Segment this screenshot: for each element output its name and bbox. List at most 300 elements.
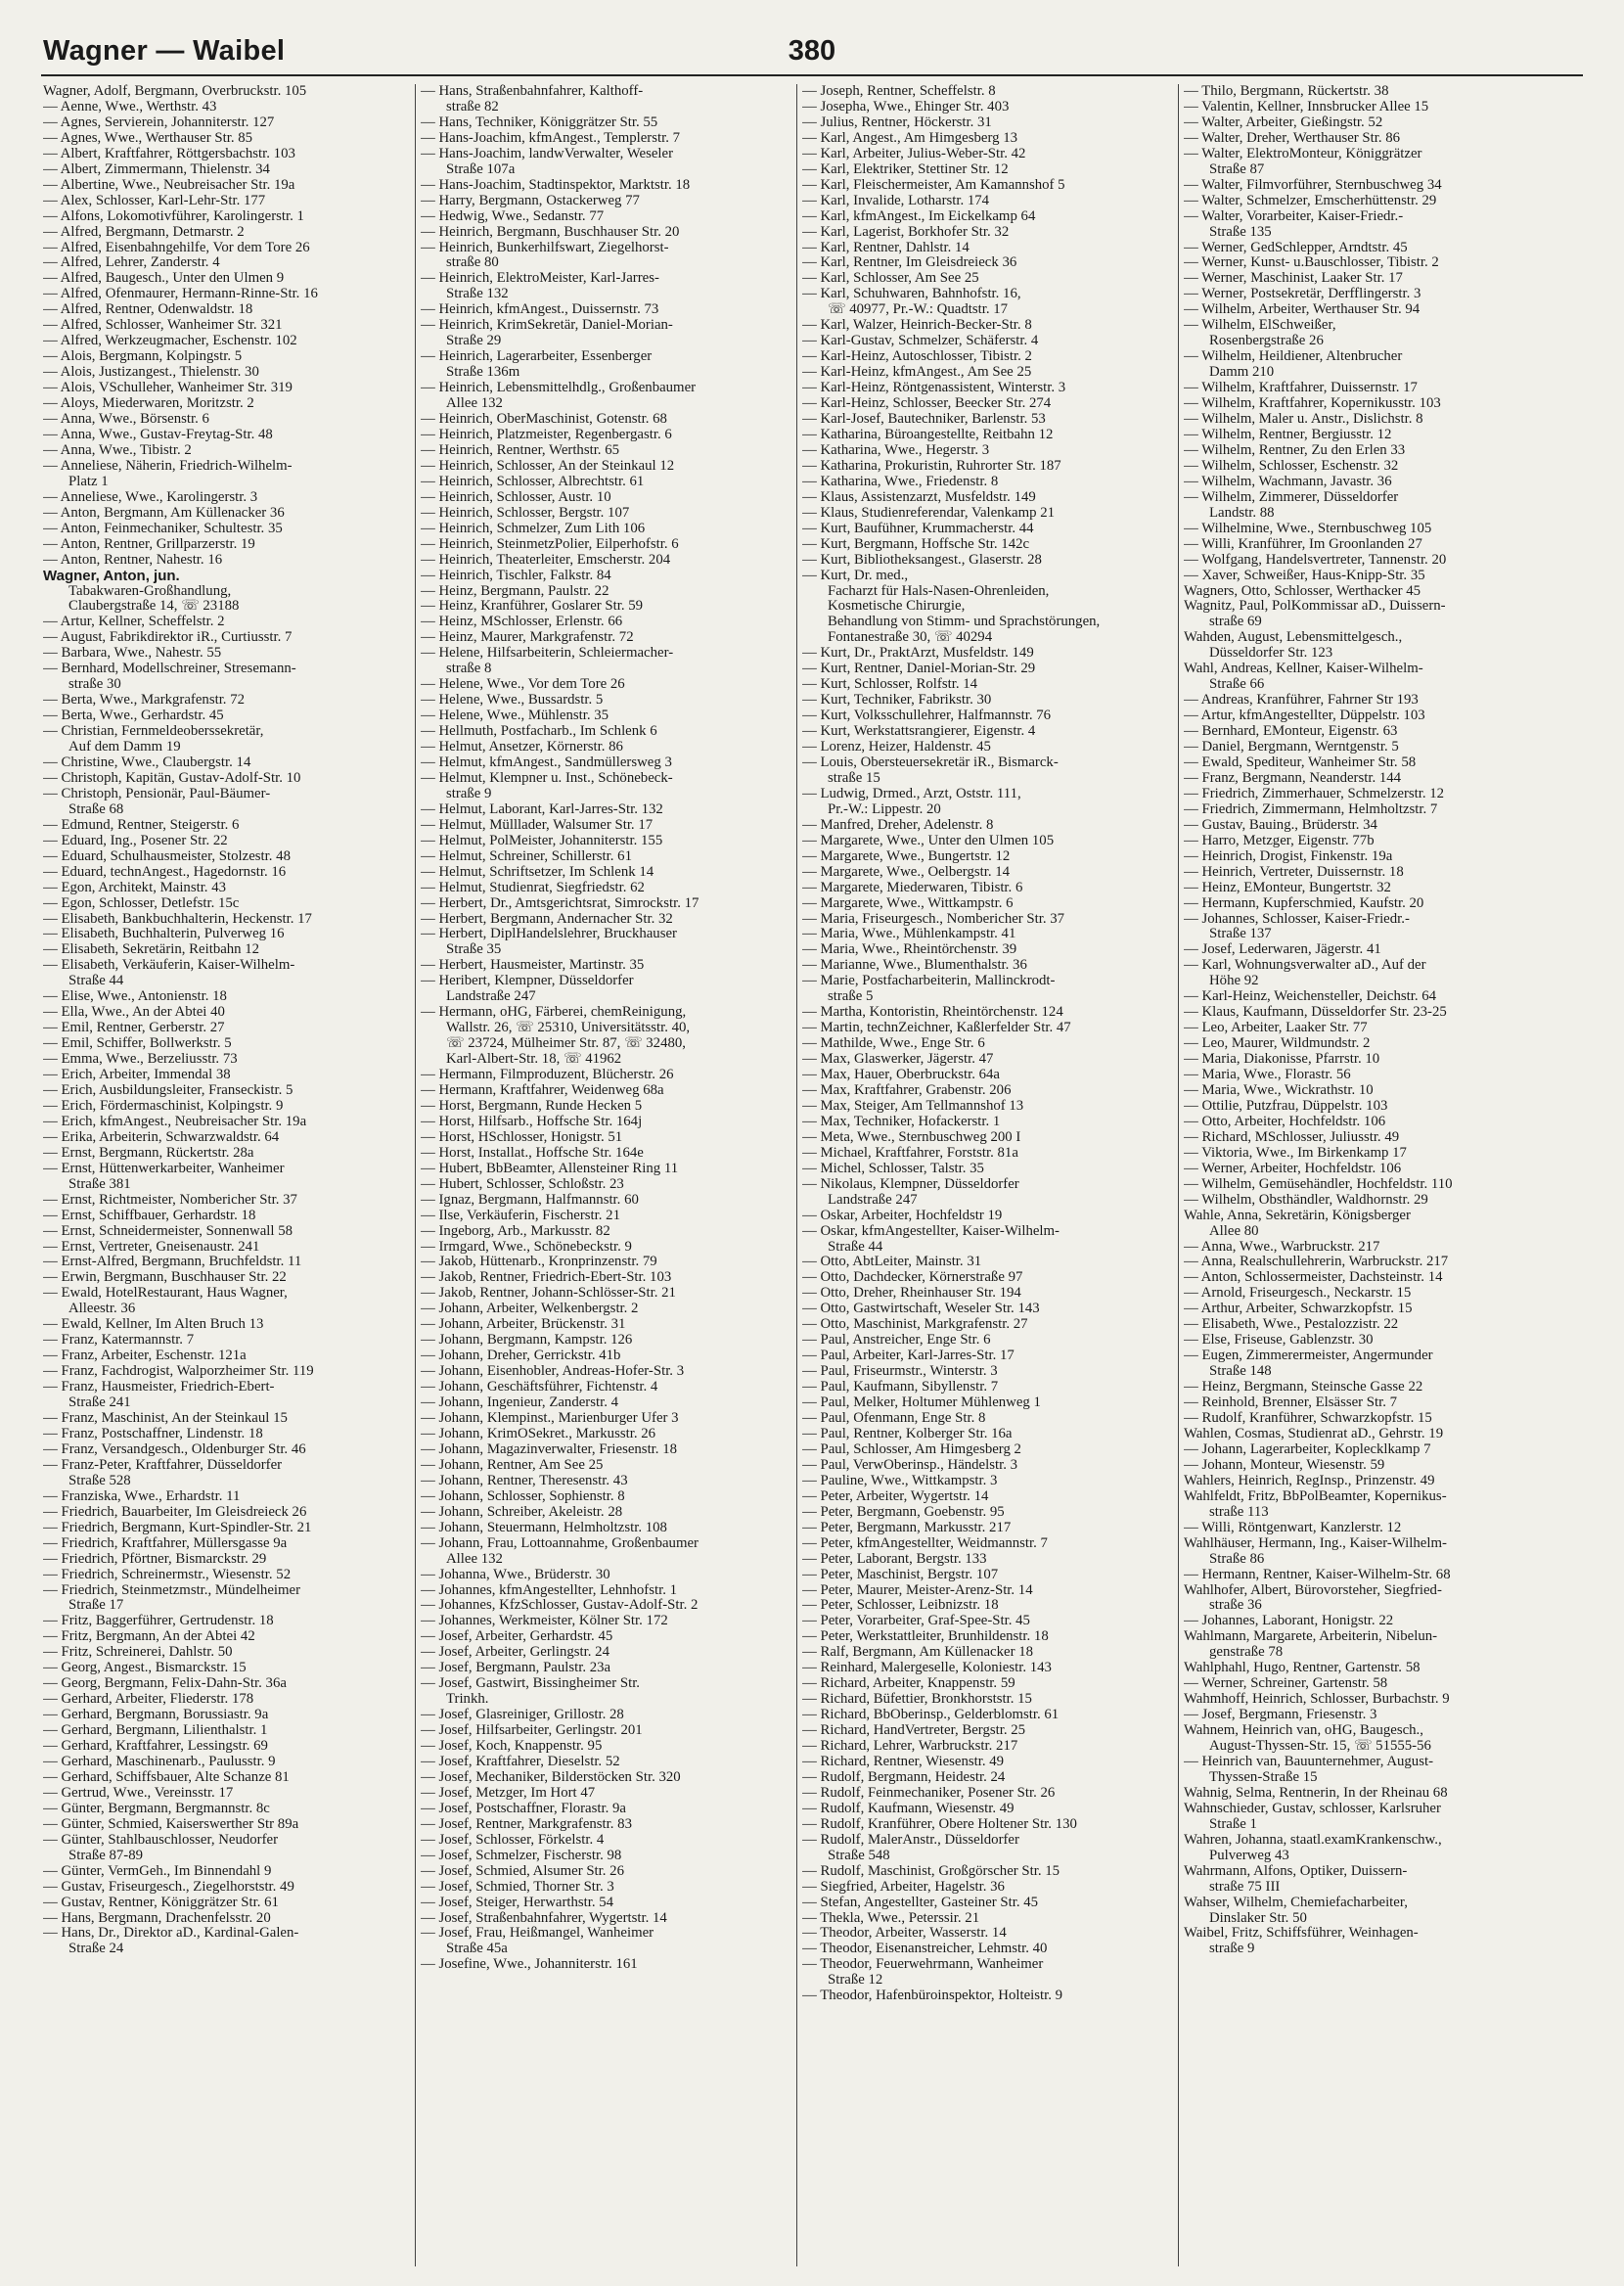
- directory-entry: — Kurt, Dr., PraktArzt, Musfeldstr. 149: [802, 646, 1034, 662]
- directory-entry: — Alois, Justizangest., Thielenstr. 30: [43, 365, 259, 381]
- directory-entry: — Alfred, Schlosser, Wanheimer Str. 321: [43, 318, 283, 334]
- directory-entry: Wagnitz, Paul, PolKommissar aD., Duissern-: [1184, 599, 1446, 615]
- directory-entry: — Heinrich, Drogist, Finkenstr. 19a: [1184, 848, 1393, 864]
- directory-entry: — Alfred, Eisenbahngehilfe, Vor dem Tore 26: [43, 240, 310, 255]
- directory-entry: — Hermann, Kupferschmied, Kaufstr. 20: [1184, 895, 1424, 911]
- directory-entry: — Michael, Kraftfahrer, Forststr. 81a: [802, 1145, 1018, 1161]
- directory-entry: — Alfred, Bergmann, Detmarstr. 2: [43, 224, 245, 240]
- directory-entry: — Harro, Metzger, Eigenstr. 77b: [1184, 833, 1375, 848]
- directory-entry: — Heinz, EMonteur, Bungertstr. 32: [1184, 880, 1391, 895]
- directory-entry: — Julius, Rentner, Höckerstr. 31: [802, 114, 992, 130]
- directory-entry: — Albertine, Wwe., Neubreisacher Str. 19a: [43, 177, 295, 193]
- directory-entry: — Karl-Josef, Bautechniker, Barlenstr. 53: [802, 412, 1046, 428]
- directory-entry: — Johannes, KfzSchlosser, Gustav-Adolf-Str. 2: [421, 1598, 699, 1614]
- directory-entry: — Josef, Schlosser, Förkelstr. 4: [421, 1832, 605, 1848]
- directory-entry: — Christian, Fernmeldeoberssekretär,: [43, 724, 264, 740]
- directory-entry: — Max, Glaswerker, Jägerstr. 47: [802, 1052, 994, 1068]
- directory-entry: — Josef, Schmied, Thorner Str. 3: [421, 1879, 614, 1895]
- directory-entry-continuation: Landstr. 88: [1209, 505, 1275, 521]
- directory-entry-continuation: Straße 548: [828, 1848, 890, 1863]
- directory-entry: — Heinz, Bergmann, Paulstr. 22: [421, 583, 609, 599]
- directory-entry: — Karl, Wohnungsverwalter aD., Auf der: [1184, 958, 1426, 974]
- directory-entry: — Karl-Gustav, Schmelzer, Schäferstr. 4: [802, 334, 1039, 349]
- directory-entry: — Aloys, Miederwaren, Moritzstr. 2: [43, 396, 254, 412]
- directory-entry: — Karl-Heinz, Autoschlosser, Tibistr. 2: [802, 349, 1032, 365]
- directory-entry: — Alfred, Rentner, Odenwaldstr. 18: [43, 302, 253, 318]
- directory-entry: — Friedrich, Zimmermann, Helmholtzstr. 7: [1184, 801, 1438, 817]
- directory-entry: — Richard, Lehrer, Warbruckstr. 217: [802, 1739, 1018, 1755]
- directory-entry-continuation: Landstraße 247: [828, 1192, 918, 1208]
- directory-entry: Wahden, August, Lebensmittelgesch.,: [1184, 630, 1403, 646]
- directory-entry: — Alfred, Werkzeugmacher, Eschenstr. 102: [43, 334, 297, 349]
- directory-entry: — Joseph, Rentner, Scheffelstr. 8: [802, 84, 996, 99]
- directory-entry: — Stefan, Angestellter, Gasteiner Str. 45: [802, 1895, 1039, 1910]
- directory-entry: — Josef, Lederwaren, Jägerstr. 41: [1184, 942, 1381, 958]
- directory-entry: — Franz, Hausmeister, Friedrich-Ebert-: [43, 1380, 275, 1395]
- directory-columns: [43, 84, 1579, 2266]
- directory-entry-continuation: Düsseldorfer Str. 123: [1209, 646, 1333, 662]
- directory-entry: — Nikolaus, Klempner, Düsseldorfer: [802, 1176, 1019, 1192]
- directory-entry-continuation: straße 30: [68, 677, 121, 693]
- directory-entry: — Josef, Metzger, Im Hort 47: [421, 1785, 596, 1801]
- directory-entry: — August, Fabrikdirektor iR., Curtiusstr. 7: [43, 630, 293, 646]
- directory-entry: — Johann, Rentner, Am See 25: [421, 1457, 604, 1473]
- directory-entry: — Josef, Hilfsarbeiter, Gerlingstr. 201: [421, 1723, 643, 1739]
- directory-entry: — Heinrich, Lebensmittelhdlg., Großenbaumer: [421, 381, 697, 396]
- directory-entry-continuation: Straße 12: [828, 1973, 883, 1989]
- directory-entry: — Otto, Maschinist, Markgrafenstr. 27: [802, 1317, 1028, 1333]
- directory-entry: — Maria, Wwe., Rheintörchenstr. 39: [802, 942, 1017, 958]
- directory-entry: — Hans-Joachim, landwVerwalter, Weseler: [421, 146, 674, 161]
- directory-entry: — Wilhelm, ElSchweißer,: [1184, 318, 1336, 334]
- directory-entry: — Karl-Heinz, Röntgenassistent, Winterstr. 3: [802, 381, 1066, 396]
- directory-entry: — Gerhard, Maschinenarb., Paulusstr. 9: [43, 1754, 276, 1769]
- directory-entry: — Oskar, Arbeiter, Hochfeldstr 19: [802, 1208, 1003, 1223]
- directory-entry-continuation: Facharzt für Hals-Nasen-Ohrenleiden,: [828, 583, 1050, 599]
- directory-entry: — Josef, Steiger, Herwarthstr. 54: [421, 1895, 614, 1910]
- directory-entry: — Wilhelm, Arbeiter, Werthauser Str. 94: [1184, 302, 1421, 318]
- directory-entry-continuation: Pulverweg 43: [1209, 1848, 1289, 1863]
- directory-entry: — Anton, Feinmechaniker, Schultestr. 35: [43, 521, 283, 536]
- directory-entry: Wagners, Otto, Schlosser, Werthacker 45: [1184, 583, 1421, 599]
- directory-entry-continuation: Straße 24: [68, 1942, 124, 1957]
- directory-entry: — Erich, Ausbildungsleiter, Franseckistr. 5: [43, 1083, 293, 1098]
- directory-entry: — Anton, Schlossermeister, Dachsteinstr. 14: [1184, 1270, 1443, 1286]
- directory-entry: — Franz, Postschaffner, Lindenstr. 18: [43, 1426, 263, 1441]
- directory-entry: — Johann, Lagerarbeiter, Koplecklkamp 7: [1184, 1441, 1431, 1457]
- directory-entry-continuation: Straße 35: [446, 942, 502, 958]
- directory-entry: — Josef, Schmelzer, Fischerstr. 98: [421, 1848, 622, 1863]
- directory-entry-continuation: Allee 132: [446, 396, 503, 412]
- directory-entry-continuation: Allee 132: [446, 1551, 503, 1567]
- directory-entry: — Heinrich, Platzmeister, Regenbergastr. 6: [421, 427, 672, 442]
- directory-entry-continuation: Straße 68: [68, 801, 124, 817]
- directory-entry: — Eduard, Ing., Posener Str. 22: [43, 833, 228, 848]
- directory-entry: — Elisabeth, Verkäuferin, Kaiser-Wilhelm-: [43, 958, 295, 974]
- directory-entry: — Walter, Filmvorführer, Sternbuschweg 34: [1184, 177, 1442, 193]
- directory-entry: — Kurt, Rentner, Daniel-Morian-Str. 29: [802, 662, 1036, 677]
- directory-entry: Wahser, Wilhelm, Chemiefacharbeiter,: [1184, 1895, 1408, 1910]
- directory-entry: — Helmut, Schriftsetzer, Im Schlenk 14: [421, 864, 654, 880]
- directory-entry: — Werner, Maschinist, Laaker Str. 17: [1184, 271, 1403, 287]
- directory-entry: — Eduard, technAngest., Hagedornstr. 16: [43, 864, 287, 880]
- directory-entry: — Johann, KrimOSekret., Markusstr. 26: [421, 1426, 656, 1441]
- directory-entry: — Heinrich, OberMaschinist, Gotenstr. 68: [421, 412, 667, 428]
- directory-entry: — Franz, Fachdrogist, Walporzheimer Str. 119: [43, 1364, 314, 1380]
- directory-entry: — Erich, Arbeiter, Immendal 38: [43, 1068, 231, 1083]
- directory-entry: — Richard, Büfettier, Bronkhorststr. 15: [802, 1692, 1032, 1708]
- directory-entry: — Agnes, Servierein, Johanniterstr. 127: [43, 114, 275, 130]
- directory-entry: — Richard, Arbeiter, Knappenstr. 59: [802, 1676, 1015, 1692]
- directory-entry-continuation: Straße 66: [1209, 677, 1265, 693]
- directory-entry: — Alfred, Lehrer, Zanderstr. 4: [43, 255, 220, 271]
- directory-entry: — Katharina, Wwe., Hegerstr. 3: [802, 442, 990, 458]
- directory-entry-continuation: ☏ 40977, Pr.-W.: Quadtstr. 17: [828, 302, 1009, 318]
- directory-entry: — Rudolf, Bergmann, Heidestr. 24: [802, 1769, 1006, 1785]
- directory-entry: — Wilhelm, Schlosser, Eschenstr. 32: [1184, 458, 1399, 474]
- directory-entry: — Helene, Hilfsarbeiterin, Schleiermacher-: [421, 646, 674, 662]
- directory-entry: — Heinrich, Schmelzer, Zum Lith 106: [421, 521, 646, 536]
- directory-entry: Wahmhoff, Heinrich, Schlosser, Burbachstr. 9: [1184, 1692, 1450, 1708]
- directory-entry: — Eugen, Zimmerermeister, Angermunder: [1184, 1349, 1433, 1364]
- directory-entry: — Marie, Postfacharbeiterin, Mallinckrodt-: [802, 974, 1056, 989]
- directory-entry: — Peter, Schlosser, Leibnizstr. 18: [802, 1598, 999, 1614]
- directory-entry: — Otto, Dreher, Rheinhauser Str. 194: [802, 1286, 1021, 1302]
- directory-entry: — Klaus, Assistenzarzt, Musfeldstr. 149: [802, 489, 1036, 505]
- directory-entry: — Hubert, Schlosser, Schloßstr. 23: [421, 1176, 624, 1192]
- directory-entry: — Theodor, Eisenanstreicher, Lehmstr. 40: [802, 1942, 1048, 1957]
- directory-entry: — Ewald, HotelRestaurant, Haus Wagner,: [43, 1286, 288, 1302]
- directory-entry: — Margarete, Wwe., Bungertstr. 12: [802, 848, 1011, 864]
- directory-entry: — Gustav, Rentner, Königgrätzer Str. 61: [43, 1895, 279, 1910]
- directory-entry-continuation: straße 36: [1209, 1598, 1262, 1614]
- directory-entry: — Johannes, kfmAngestellter, Lehnhofstr. 1: [421, 1582, 678, 1598]
- directory-entry: — Peter, Maschinist, Bergstr. 107: [802, 1567, 999, 1582]
- directory-entry: — Helmut, PolMeister, Johanniterstr. 155: [421, 833, 663, 848]
- directory-entry: — Ernst, Schneidermeister, Sonnenwall 58: [43, 1223, 293, 1239]
- directory-entry: — Helmut, Studienrat, Siegfriedstr. 62: [421, 880, 645, 895]
- directory-entry-continuation: Landstraße 247: [446, 989, 536, 1005]
- directory-entry: — Gerhard, Kraftfahrer, Lessingstr. 69: [43, 1739, 268, 1755]
- directory-entry: — Richard, Rentner, Wiesenstr. 49: [802, 1754, 1005, 1769]
- directory-entry: — Walter, Dreher, Werthauser Str. 86: [1184, 130, 1401, 146]
- directory-entry-continuation: Straße 1: [1209, 1816, 1257, 1832]
- directory-entry: Wahlhofer, Albert, Bürovorsteher, Siegfried-: [1184, 1582, 1442, 1598]
- directory-entry: — Arthur, Arbeiter, Schwarzkopfstr. 15: [1184, 1302, 1413, 1317]
- directory-entry: — Oskar, kfmAngestellter, Kaiser-Wilhelm-: [802, 1223, 1060, 1239]
- directory-entry: — Anna, Wwe., Börsenstr. 6: [43, 412, 209, 428]
- directory-entry: — Josef, Frau, Heißmangel, Wanheimer: [421, 1926, 654, 1942]
- directory-entry: — Josef, Schmied, Alsumer Str. 26: [421, 1863, 624, 1879]
- directory-entry-continuation: Kosmetische Chirurgie,: [828, 599, 966, 615]
- directory-entry-continuation: Straße 107a: [446, 161, 516, 177]
- directory-entry: — Herbert, Dr., Amtsgerichtsrat, Simrockstr. 17: [421, 895, 699, 911]
- directory-entry-continuation: straße 5: [828, 989, 874, 1005]
- directory-entry: — Alois, Bergmann, Kolpingstr. 5: [43, 349, 243, 365]
- directory-entry: — Thilo, Bergmann, Rückertstr. 38: [1184, 84, 1389, 99]
- directory-entry: — Johanna, Wwe., Brüderstr. 30: [421, 1567, 610, 1582]
- directory-entry: — Walter, Vorarbeiter, Kaiser-Friedr.-: [1184, 208, 1404, 224]
- directory-entry: — Günter, Schmied, Kaiserswerther Str 89a: [43, 1816, 299, 1832]
- directory-entry: Wahlfeldt, Fritz, BbPolBeamter, Kopernikus-: [1184, 1488, 1447, 1504]
- directory-entry: — Johann, Schlosser, Sophienstr. 8: [421, 1488, 625, 1504]
- directory-entry-continuation: Straße 86: [1209, 1551, 1265, 1567]
- column-divider: [1178, 84, 1179, 2266]
- directory-entry: — Friedrich, Bergmann, Kurt-Spindler-Str. 21: [43, 1520, 312, 1535]
- directory-entry: — Anton, Rentner, Grillparzerstr. 19: [43, 536, 255, 552]
- directory-entry: — Johann, Arbeiter, Brückenstr. 31: [421, 1317, 626, 1333]
- directory-entry: — Max, Hauer, Oberbruckstr. 64a: [802, 1068, 1000, 1083]
- directory-entry: — Arnold, Friseurgesch., Neckarstr. 15: [1184, 1286, 1412, 1302]
- directory-entry: Wagner, Adolf, Bergmann, Overbruckstr. 105: [43, 84, 307, 99]
- directory-entry: — Peter, Laborant, Bergstr. 133: [802, 1551, 987, 1567]
- directory-entry: — Maria, Wwe., Florastr. 56: [1184, 1068, 1351, 1083]
- directory-entry: — Josef, Bergmann, Friesenstr. 3: [1184, 1708, 1377, 1723]
- directory-entry: — Johannes, Laborant, Honigstr. 22: [1184, 1614, 1394, 1629]
- directory-entry: — Günter, VermGeh., Im Binnendahl 9: [43, 1863, 272, 1879]
- directory-entry: — Günter, Bergmann, Bergmannstr. 8c: [43, 1801, 270, 1816]
- directory-entry: — Otto, Dachdecker, Körnerstraße 97: [802, 1270, 1023, 1286]
- directory-entry: — Johann, Schreiber, Akeleistr. 28: [421, 1504, 623, 1520]
- directory-entry: — Richard, HandVertreter, Bergstr. 25: [802, 1723, 1026, 1739]
- directory-entry: — Friedrich, Zimmerhauer, Schmelzerstr. 12: [1184, 786, 1445, 801]
- directory-entry: — Gerhard, Schiffsbauer, Alte Schanze 81: [43, 1769, 290, 1785]
- directory-entry: — Max, Steiger, Am Tellmannshof 13: [802, 1098, 1024, 1114]
- directory-entry-continuation: Straße 135: [1209, 224, 1272, 240]
- directory-entry: Wahnig, Selma, Rentnerin, In der Rheinau 68: [1184, 1785, 1448, 1801]
- directory-entry: — Horst, HSchlosser, Honigstr. 51: [421, 1129, 623, 1145]
- directory-entry: — Paul, Schlosser, Am Himgesberg 2: [802, 1441, 1021, 1457]
- directory-entry: — Berta, Wwe., Markgrafenstr. 72: [43, 693, 246, 709]
- directory-entry: — Daniel, Bergmann, Werntgenstr. 5: [1184, 740, 1399, 755]
- directory-entry: — Thekla, Wwe., Peterssir. 21: [802, 1910, 980, 1926]
- directory-entry: — Walter, Schmelzer, Emscherhüttenstr. 29: [1184, 193, 1437, 208]
- directory-entry: — Paul, Arbeiter, Karl-Jarres-Str. 17: [802, 1349, 1015, 1364]
- directory-entry: — Heinz, Bergmann, Steinsche Gasse 22: [1184, 1380, 1423, 1395]
- directory-entry: — Mathilde, Wwe., Enge Str. 6: [802, 1036, 985, 1052]
- directory-entry: — Wilhelmine, Wwe., Sternbuschweg 105: [1184, 521, 1432, 536]
- directory-entry: — Werner, GedSchlepper, Arndtstr. 45: [1184, 240, 1408, 255]
- directory-entry: — Elisabeth, Wwe., Pestalozzistr. 22: [1184, 1317, 1399, 1333]
- directory-entry: — Marianne, Wwe., Blumenthalstr. 36: [802, 958, 1027, 974]
- directory-entry: — Meta, Wwe., Sternbuschweg 200 I: [802, 1129, 1021, 1145]
- directory-entry: — Franz, Versandgesch., Oldenburger Str. 46: [43, 1441, 306, 1457]
- directory-entry: Wahlhäuser, Hermann, Ing., Kaiser-Wilhelm-: [1184, 1535, 1447, 1551]
- directory-entry: — Peter, Bergmann, Goebenstr. 95: [802, 1504, 1005, 1520]
- directory-entry: Wahlmann, Margarete, Arbeiterin, Nibelun-: [1184, 1629, 1438, 1645]
- directory-entry: — Josef, Gastwirt, Bissingheimer Str.: [421, 1676, 640, 1692]
- directory-entry: — Alex, Schlosser, Karl-Lehr-Str. 177: [43, 193, 266, 208]
- directory-entry: — Margarete, Wwe., Unter den Ulmen 105: [802, 833, 1055, 848]
- directory-entry: — Kurt, Volksschullehrer, Halfmannstr. 76: [802, 709, 1052, 724]
- directory-entry: — Karl, Fleischermeister, Am Kamannshof 5: [802, 177, 1065, 193]
- directory-entry: Wahlphahl, Hugo, Rentner, Gartenstr. 58: [1184, 1661, 1421, 1676]
- directory-entry: — Paul, Friseurmstr., Winterstr. 3: [802, 1364, 998, 1380]
- directory-entry: — Friedrich, Steinmetzmstr., Mündelheimer: [43, 1582, 301, 1598]
- running-head: Wagner — Waibel: [43, 35, 286, 67]
- directory-entry: — Heinrich, ElektroMeister, Karl-Jarres-: [421, 271, 659, 287]
- directory-entry: — Friedrich, Kraftfahrer, Müllersgasse 9a: [43, 1535, 288, 1551]
- directory-entry: — Werner, Schreiner, Gartenstr. 58: [1184, 1676, 1388, 1692]
- directory-entry: — Maria, Friseurgesch., Nombericher Str. 37: [802, 911, 1065, 927]
- directory-entry-continuation: Höhe 92: [1209, 974, 1259, 989]
- directory-entry: — Fritz, Baggerführer, Gertrudenstr. 18: [43, 1614, 274, 1629]
- directory-entry: — Karl, Walzer, Heinrich-Becker-Str. 8: [802, 318, 1032, 334]
- directory-entry: — Wilhelm, Wachmann, Javastr. 36: [1184, 474, 1392, 489]
- directory-entry: — Elisabeth, Buchhalterin, Pulverweg 16: [43, 927, 285, 942]
- directory-entry: — Heribert, Klempner, Düsseldorfer: [421, 974, 634, 989]
- directory-entry: — Helmut, Mülllader, Walsumer Str. 17: [421, 817, 654, 833]
- directory-entry: — Franziska, Wwe., Erhardstr. 11: [43, 1488, 241, 1504]
- directory-entry: — Karl, Schlosser, Am See 25: [802, 271, 979, 287]
- directory-entry: — Martin, technZeichner, Kaßlerfelder Str. 47: [802, 1021, 1071, 1036]
- directory-entry-continuation: straße 80: [446, 255, 499, 271]
- directory-entry: — Xaver, Schweißer, Haus-Knipp-Str. 35: [1184, 568, 1425, 583]
- directory-entry: — Johann, Dreher, Gerrickstr. 41b: [421, 1349, 621, 1364]
- directory-entry: — Paul, Rentner, Kolberger Str. 16a: [802, 1426, 1013, 1441]
- directory-entry: — Alfons, Lokomotivführer, Karolingerstr. 1: [43, 208, 304, 224]
- directory-entry: — Emil, Rentner, Gerberstr. 27: [43, 1021, 225, 1036]
- directory-entry-continuation: Straße 29: [446, 334, 502, 349]
- directory-entry: — Georg, Bergmann, Felix-Dahn-Str. 36a: [43, 1676, 287, 1692]
- directory-entry: — Wilhelm, Heildiener, Altenbrucher: [1184, 349, 1403, 365]
- directory-entry: — Barbara, Wwe., Nahestr. 55: [43, 646, 222, 662]
- directory-entry-continuation: Tabakwaren-Großhandlung,: [68, 583, 232, 599]
- directory-entry: Wahlers, Heinrich, RegInsp., Prinzenstr. 49: [1184, 1473, 1435, 1488]
- directory-entry: — Otto, Gastwirtschaft, Weseler Str. 143: [802, 1302, 1040, 1317]
- directory-entry-continuation: August-Thyssen-Str. 15, ☏ 51555-56: [1209, 1739, 1431, 1755]
- directory-entry-continuation: Allee 80: [1209, 1223, 1259, 1239]
- directory-entry: — Katharina, Prokuristin, Ruhrorter Str. 187: [802, 458, 1061, 474]
- directory-entry: — Walter, ElektroMonteur, Königgrätzer: [1184, 146, 1422, 161]
- directory-entry: — Wilhelm, Rentner, Bergiusstr. 12: [1184, 427, 1392, 442]
- directory-entry-continuation: straße 15: [828, 770, 880, 786]
- page-header: [41, 29, 1583, 76]
- directory-entry: — Josef, Postschaffner, Florastr. 9a: [421, 1801, 626, 1816]
- directory-entry: — Johann, Klempinst., Marienburger Ufer 3: [421, 1411, 679, 1427]
- directory-entry: — Hermann, Rentner, Kaiser-Wilhelm-Str. 68: [1184, 1567, 1451, 1582]
- directory-entry: — Rudolf, Kranführer, Obere Holtener Str. 130: [802, 1816, 1077, 1832]
- directory-entry: — Hubert, BbBeamter, Allensteiner Ring 11: [421, 1161, 679, 1176]
- directory-entry: — Paul, Anstreicher, Enge Str. 6: [802, 1333, 991, 1349]
- directory-entry: — Paul, VerwOberinsp., Händelstr. 3: [802, 1457, 1018, 1473]
- directory-entry: — Kurt, Schlosser, Rolfstr. 14: [802, 677, 978, 693]
- column-divider: [796, 84, 797, 2266]
- directory-entry: — Heinrich, Vertreter, Duissernstr. 18: [1184, 864, 1404, 880]
- directory-entry: — Karl, Invalide, Lotharstr. 174: [802, 193, 990, 208]
- directory-entry: — Aenne, Wwe., Werthstr. 43: [43, 99, 217, 114]
- directory-entry: — Kurt, Werkstattsrangierer, Eigenstr. 4: [802, 724, 1036, 740]
- directory-entry: — Johann, Monteur, Wiesenstr. 59: [1184, 1457, 1385, 1473]
- directory-entry: — Peter, Vorarbeiter, Graf-Spee-Str. 45: [802, 1614, 1030, 1629]
- directory-entry: — Elisabeth, Sekretärin, Reitbahn 12: [43, 942, 260, 958]
- directory-entry: — Kurt, Bibliotheksangest., Glaserstr. 28: [802, 552, 1042, 568]
- directory-entry: — Josef, Kraftfahrer, Dieselstr. 52: [421, 1754, 620, 1769]
- directory-entry: — Helene, Wwe., Mühlenstr. 35: [421, 709, 609, 724]
- directory-entry: — Margarete, Wwe., Oelbergstr. 14: [802, 864, 1011, 880]
- directory-entry: — Agnes, Wwe., Werthauser Str. 85: [43, 130, 253, 146]
- directory-entry: — Ella, Wwe., An der Abtei 40: [43, 1005, 225, 1021]
- directory-entry: — Werner, Postsekretär, Derfflingerstr. 3: [1184, 287, 1421, 302]
- directory-entry: — Karl, kfmAngest., Im Eickelkamp 64: [802, 208, 1036, 224]
- directory-entry: — Helmut, Ansetzer, Körnerstr. 86: [421, 740, 623, 755]
- directory-entry: — Heinrich, Schlosser, Austr. 10: [421, 489, 611, 505]
- directory-entry: — Johann, Rentner, Theresenstr. 43: [421, 1473, 628, 1488]
- directory-entry: — Karl-Heinz, Schlosser, Beecker Str. 274: [802, 396, 1052, 412]
- directory-entry: — Wilhelm, Gemüsehändler, Hochfeldstr. 110: [1184, 1176, 1453, 1192]
- directory-entry: — Johann, Magazinverwalter, Friesenstr. 18: [421, 1441, 677, 1457]
- directory-entry: — Emma, Wwe., Berzeliusstr. 73: [43, 1052, 238, 1068]
- directory-entry: — Rudolf, Kaufmann, Wiesenstr. 49: [802, 1801, 1015, 1816]
- directory-entry: — Heinrich, Theaterleiter, Emscherstr. 204: [421, 552, 671, 568]
- directory-entry: — Wilhelm, Kraftfahrer, Kopernikusstr. 103: [1184, 396, 1441, 412]
- directory-entry: — Johann, Eisenhobler, Andreas-Hofer-Str. 3: [421, 1364, 685, 1380]
- directory-entry: — Kurt, Techniker, Fabrikstr. 30: [802, 693, 992, 709]
- directory-entry: — Paul, Ofenmann, Enge Str. 8: [802, 1411, 986, 1427]
- directory-entry: — Franz-Peter, Kraftfahrer, Düsseldorfer: [43, 1457, 283, 1473]
- directory-entry: — Paul, Kaufmann, Sibyllenstr. 7: [802, 1380, 999, 1395]
- directory-entry-continuation: Alleestr. 36: [68, 1302, 136, 1317]
- directory-entry: — Wolfgang, Handelsvertreter, Tannenstr. 20: [1184, 552, 1447, 568]
- directory-entry: Wahnschieder, Gustav, schlosser, Karlsruher: [1184, 1801, 1441, 1816]
- directory-entry: — Hermann, oHG, Färberei, chemReinigung,: [421, 1005, 687, 1021]
- directory-entry: — Margarete, Miederwaren, Tibistr. 6: [802, 880, 1023, 895]
- directory-entry: — Emil, Schiffer, Bollwerkstr. 5: [43, 1036, 232, 1052]
- directory-entry: — Heinrich, Schlosser, Albrechtstr. 61: [421, 474, 645, 489]
- directory-entry: Waibel, Fritz, Schiffsführer, Weinhagen-: [1184, 1926, 1419, 1942]
- directory-entry-continuation: Straße 136m: [446, 365, 520, 381]
- directory-entry: — Friedrich, Pförtner, Bismarckstr. 29: [43, 1551, 267, 1567]
- directory-entry: — Gustav, Bauing., Brüderstr. 34: [1184, 817, 1377, 833]
- directory-entry: — Werner, Arbeiter, Hochfeldstr. 106: [1184, 1161, 1402, 1176]
- directory-entry: — Karl, Rentner, Im Gleisdreieck 36: [802, 255, 1017, 271]
- directory-entry: — Josef, Arbeiter, Gerlingstr. 24: [421, 1645, 609, 1661]
- directory-entry-continuation: Straße 87-89: [68, 1848, 144, 1863]
- directory-entry: — Johann, Arbeiter, Welkenbergstr. 2: [421, 1302, 639, 1317]
- directory-entry: — Günter, Stahlbauschlosser, Neudorfer: [43, 1832, 279, 1848]
- directory-entry-continuation: Straße 45a: [446, 1942, 508, 1957]
- directory-entry: — Jakob, Rentner, Johann-Schlösser-Str. 21: [421, 1286, 676, 1302]
- directory-entry: — Helene, Wwe., Bussardstr. 5: [421, 693, 604, 709]
- directory-entry: — Reinhard, Malergeselle, Koloniestr. 143: [802, 1661, 1052, 1676]
- directory-entry: — Fritz, Bergmann, An der Abtei 42: [43, 1629, 255, 1645]
- directory-entry: — Anton, Rentner, Nahestr. 16: [43, 552, 223, 568]
- directory-entry: — Peter, Bergmann, Markusstr. 217: [802, 1520, 1012, 1535]
- directory-entry: — Christoph, Pensionär, Paul-Bäumer-: [43, 786, 271, 801]
- directory-entry: — Martha, Kontoristin, Rheintörchenstr. 124: [802, 1005, 1063, 1021]
- directory-entry: — Willi, Kranführer, Im Groonlanden 27: [1184, 536, 1422, 552]
- directory-entry: — Heinrich, Tischler, Falkstr. 84: [421, 568, 611, 583]
- directory-entry: — Anneliese, Wwe., Karolingerstr. 3: [43, 489, 258, 505]
- directory-entry: — Egon, Architekt, Mainstr. 43: [43, 880, 226, 895]
- directory-entry-continuation: Wallstr. 26, ☏ 25310, Universitätsstr. 40,: [446, 1021, 691, 1036]
- directory-entry: — Gerhard, Bergmann, Borussiastr. 9a: [43, 1708, 269, 1723]
- directory-entry-continuation: Straße 132: [446, 287, 509, 302]
- directory-entry-continuation: genstraße 78: [1209, 1645, 1284, 1661]
- directory-entry: — Paul, Melker, Holtumer Mühlenweg 1: [802, 1395, 1041, 1411]
- directory-entry: — Johann, Geschäftsführer, Fichtenstr. 4: [421, 1380, 658, 1395]
- column-divider: [415, 84, 416, 2266]
- directory-entry: — Hermann, Kraftfahrer, Weidenweg 68a: [421, 1083, 664, 1098]
- directory-entry: — Kurt, Dr. med.,: [802, 568, 909, 583]
- directory-entry: — Josef, Rentner, Markgrafenstr. 83: [421, 1816, 632, 1832]
- directory-entry: — Johannes, Schlosser, Kaiser-Friedr.-: [1184, 911, 1410, 927]
- directory-entry: — Ignaz, Bergmann, Halfmannstr. 60: [421, 1192, 639, 1208]
- directory-entry: — Heinz, Maurer, Markgrafenstr. 72: [421, 630, 634, 646]
- directory-column-3: [802, 84, 1166, 2004]
- directory-entry: — Peter, kfmAngestellter, Weidmannstr. 7: [802, 1535, 1048, 1551]
- directory-entry: — Rudolf, Kranführer, Schwarzkopfstr. 15: [1184, 1411, 1432, 1427]
